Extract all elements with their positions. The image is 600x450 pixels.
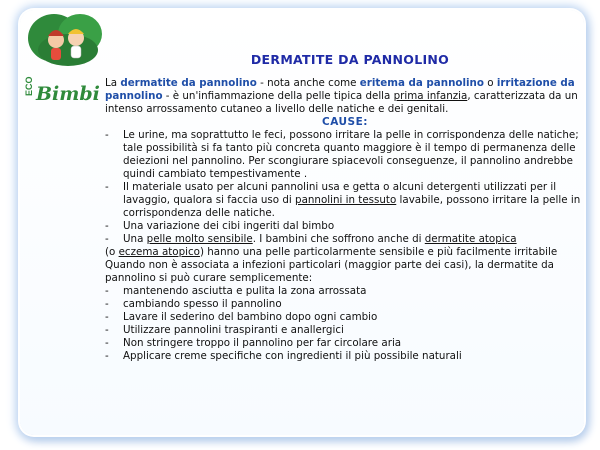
logo-prefix: ECO — [24, 76, 34, 96]
remedy-text: Applicare creme specifiche con ingredienti il più possibile naturali — [123, 350, 462, 362]
cause-item — [105, 220, 585, 233]
intro-paragraph — [105, 77, 585, 116]
remedy-text: Lavare il sederino del bambino dopo ogni cambio — [123, 311, 378, 323]
cause-text: Il materiale usato per alcuni pannolini usa e getta o alcuni detergenti utilizzati per il lavaggio, qualora si faccia uso di — [123, 181, 557, 206]
causes-heading: CAUSE: — [322, 116, 368, 128]
remedy-item — [105, 298, 585, 311]
slide — [20, 10, 584, 435]
remedy-item — [105, 350, 585, 363]
remedy-item — [105, 285, 585, 298]
dash: - — [105, 181, 109, 193]
logo-text: Bimbi — [36, 83, 100, 105]
page-title: DERMATITE DA PANNOLINO — [250, 52, 450, 67]
content — [105, 77, 585, 363]
cause-text: Una — [123, 233, 147, 245]
intro-text: La — [105, 77, 121, 89]
keyword-irritazione[interactable]: irritazione da pannolino — [105, 77, 575, 102]
intro-text: , caratterizzata da un intenso arrossamento cutaneo a livello delle natiche e dei genitali. — [105, 90, 578, 115]
cause-text: ) hanno una pelle particolarmente sensibile e più facilmente irritabile — [199, 246, 558, 258]
cause-text: . I bambini che soffrono anche di — [252, 233, 425, 245]
intro-text: - è un'infiammazione della pelle tipica della — [162, 90, 394, 102]
cause-text: Una variazione dei cibi ingeriti dal bimbo — [123, 220, 335, 232]
remedy-item — [105, 337, 585, 350]
cause-text: Le urine, ma soprattutto le feci, possono irritare la pelle in corrispondenza delle natiche; tale possibilità si fa tanto più concreta quanto maggiore è il tempo di permanenza delle deiezioni nel pannolino. Per scongiurare spiacevoli conseguenze, il pannolino andrebbe quindi cambiato tempestivamente . — [123, 129, 579, 180]
dash: - — [105, 311, 109, 323]
dash: - — [105, 298, 109, 310]
ecobimbi-logo — [24, 10, 112, 110]
cause-text: lavabile, possono irritare la pelle in corrispondenza delle natiche. — [123, 194, 581, 219]
link-eczema-atopico[interactable]: eczema atopico — [118, 246, 200, 258]
remedy-item — [105, 311, 585, 324]
intro-text: - nota anche come — [256, 77, 360, 89]
dash: - — [105, 220, 109, 232]
remedy-text: mantenendo asciutta e pulita la zona arrossata — [123, 285, 367, 297]
dash: - — [105, 285, 109, 297]
cause-item — [105, 129, 585, 181]
remedy-item — [105, 324, 585, 337]
cause-item — [105, 233, 585, 246]
cause-item — [105, 181, 585, 220]
cause-continuation — [105, 246, 585, 259]
cause-text: (o — [105, 246, 119, 258]
dash: - — [105, 337, 109, 349]
link-prima-infanzia[interactable]: prima infanzia — [393, 90, 468, 102]
intro-text: o — [483, 77, 497, 89]
dash: - — [105, 233, 109, 245]
dash: - — [105, 350, 109, 362]
keyword-dermatite[interactable]: dermatite da pannolino — [120, 77, 257, 89]
link-pannolini-tessuto[interactable]: pannolini in tessuto — [295, 194, 397, 206]
link-dermatite-atopica[interactable]: dermatite atopica — [424, 233, 517, 245]
dash: - — [105, 324, 109, 336]
remedy-text: cambiando spesso il pannolino — [123, 298, 282, 310]
keyword-eritema[interactable]: eritema da pannolino — [359, 77, 484, 89]
remedy-text: Utilizzare pannolini traspiranti e anallergici — [123, 324, 344, 336]
dash: - — [105, 129, 109, 141]
remedy-text: Non stringere troppo il pannolino per far circolare aria — [123, 337, 402, 349]
link-pelle-sensibile[interactable]: pelle molto sensibile — [146, 233, 253, 245]
cure-intro: Quando non è associata a infezioni particolari (maggior parte dei casi), la dermatite da pannolino si può curare semplicemente: — [105, 259, 554, 284]
